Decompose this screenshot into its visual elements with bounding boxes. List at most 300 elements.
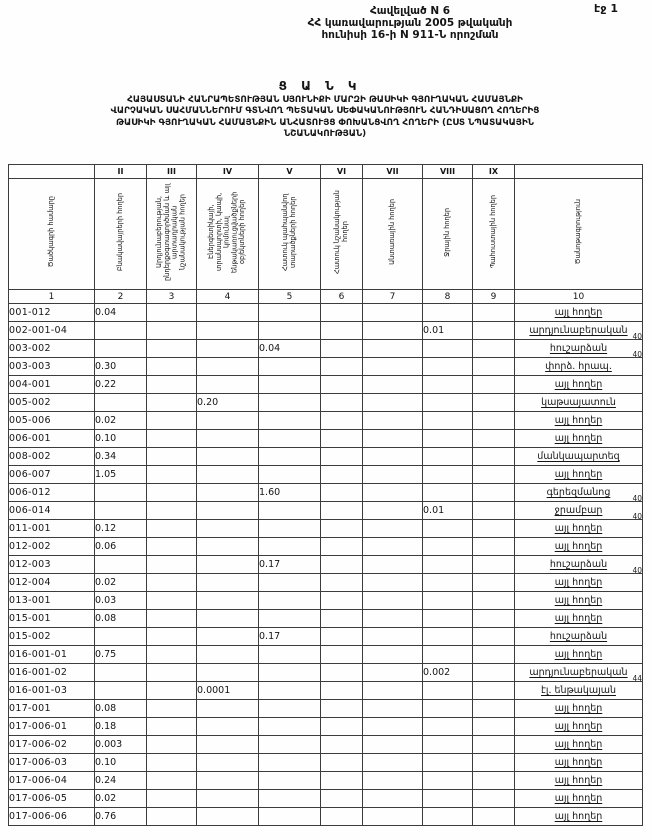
area-value-cell	[423, 358, 473, 376]
column-roman-numeral	[515, 165, 643, 179]
note-text: այլ հողեր	[554, 721, 603, 732]
area-value-cell	[423, 304, 473, 322]
area-value-cell: 0.01	[423, 322, 473, 340]
area-value-cell	[147, 304, 197, 322]
column-number: 4	[197, 290, 259, 304]
column-number: 10	[515, 290, 643, 304]
area-value-cell	[321, 628, 363, 646]
area-value-cell	[259, 718, 321, 736]
area-value-cell	[473, 790, 515, 808]
area-value-cell	[423, 790, 473, 808]
parcel-code-cell: 006-007	[9, 466, 95, 484]
column-roman-numeral: VIII	[423, 165, 473, 179]
note-text: այլ հողեր	[554, 577, 603, 588]
area-value-cell	[423, 484, 473, 502]
parcel-code-cell: 017-006-06	[9, 808, 95, 826]
area-value-cell	[147, 466, 197, 484]
note-cell	[515, 808, 643, 826]
area-value-cell	[423, 466, 473, 484]
appendix-line-3: հունիսի 16-ի N 911-Ն որոշման	[321, 28, 499, 41]
area-value-cell	[197, 718, 259, 736]
column-number: 6	[321, 290, 363, 304]
area-value-cell	[147, 394, 197, 412]
area-value-cell: 0.002	[423, 664, 473, 682]
subtitle-line-2: ՎԱՐՉԱԿԱՆ ՍԱՀՄԱՆՆԵՐՈՒՄ ԳՏՆՎՈՂ ՊԵՏԱԿԱՆ ՍԵՓԱԿԱՆՈՒԹՅՈՒՆ ՀԱՆԴԻՍԱՑՈՂ ՀՈՂԵՐԻՑ	[110, 106, 540, 117]
area-value-cell: 0.0001	[197, 682, 259, 700]
table-row	[9, 448, 643, 466]
area-value-cell	[197, 466, 259, 484]
area-value-cell	[423, 520, 473, 538]
area-value-cell	[197, 700, 259, 718]
area-value-cell	[197, 790, 259, 808]
table-row	[9, 574, 643, 592]
note-cell	[515, 628, 643, 646]
note-cell	[515, 358, 643, 376]
note-text: փորձ. հրապ.	[545, 361, 612, 372]
note-text: այլ հողեր	[554, 379, 603, 390]
column-number: 1	[9, 290, 95, 304]
area-value-cell: 1.05	[95, 466, 147, 484]
area-value-cell	[473, 430, 515, 448]
table-row	[9, 736, 643, 754]
area-value-cell	[197, 646, 259, 664]
area-value-cell	[321, 412, 363, 430]
area-value-cell	[197, 376, 259, 394]
area-value-cell: 0.18	[95, 718, 147, 736]
note-cell	[515, 322, 643, 340]
column-roman-numeral: IX	[473, 165, 515, 179]
area-value-cell	[197, 592, 259, 610]
area-value-cell	[259, 412, 321, 430]
area-value-cell	[423, 628, 473, 646]
area-value-cell	[147, 790, 197, 808]
column-header-vertical-text: Ծածկագրի համարը	[46, 196, 55, 268]
area-value-cell	[321, 538, 363, 556]
column-header-vertical-text: Բնակավայրերի հողեր	[115, 192, 124, 272]
area-value-cell	[363, 682, 423, 700]
area-value-cell	[259, 736, 321, 754]
area-value-cell	[259, 394, 321, 412]
column-header-cell	[423, 179, 473, 290]
area-value-cell	[197, 808, 259, 826]
note-text: կաթսայատուն	[541, 397, 616, 408]
area-value-cell: 0.08	[95, 700, 147, 718]
area-value-cell	[473, 628, 515, 646]
table-row	[9, 664, 643, 682]
parcel-code-cell: 006-001	[9, 430, 95, 448]
area-value-cell	[423, 646, 473, 664]
area-value-cell	[259, 808, 321, 826]
area-value-cell: 0.24	[95, 772, 147, 790]
area-value-cell	[363, 520, 423, 538]
table-row	[9, 754, 643, 772]
area-value-cell	[363, 592, 423, 610]
area-value-cell	[473, 700, 515, 718]
column-header-cell	[363, 179, 423, 290]
area-value-cell: 0.06	[95, 538, 147, 556]
area-value-cell: 0.04	[95, 304, 147, 322]
area-value-cell: 0.17	[259, 628, 321, 646]
area-value-cell	[147, 574, 197, 592]
parcel-code-cell: 017-001	[9, 700, 95, 718]
area-value-cell	[321, 682, 363, 700]
area-value-cell	[363, 448, 423, 466]
area-value-cell	[147, 556, 197, 574]
column-header-cell	[473, 179, 515, 290]
column-header-cell	[9, 179, 95, 290]
area-value-cell: 0.02	[95, 790, 147, 808]
parcel-code-cell: 001-012	[9, 304, 95, 322]
area-value-cell	[147, 628, 197, 646]
area-value-cell	[197, 736, 259, 754]
area-value-cell	[147, 664, 197, 682]
area-value-cell	[259, 430, 321, 448]
area-value-cell	[95, 502, 147, 520]
note-text: այլ հողեր	[554, 649, 603, 660]
area-value-cell	[259, 304, 321, 322]
area-value-cell	[95, 628, 147, 646]
area-value-cell	[473, 682, 515, 700]
area-value-cell	[147, 682, 197, 700]
note-text: ջրամբար	[554, 505, 603, 516]
area-value-cell	[473, 448, 515, 466]
area-value-cell: 0.22	[95, 376, 147, 394]
note-text: այլ հողեր	[554, 811, 603, 822]
note-cell	[515, 448, 643, 466]
note-text: այլ հողեր	[554, 595, 603, 606]
area-value-cell	[147, 358, 197, 376]
area-value-cell	[363, 340, 423, 358]
margin-annotation: 40	[632, 512, 642, 521]
area-value-cell	[473, 538, 515, 556]
area-value-cell	[423, 610, 473, 628]
area-value-cell	[473, 556, 515, 574]
column-header-cell	[197, 179, 259, 290]
area-value-cell	[321, 700, 363, 718]
note-cell	[515, 610, 643, 628]
area-value-cell	[259, 646, 321, 664]
note-text: այլ հողեր	[554, 541, 603, 552]
area-value-cell	[259, 520, 321, 538]
area-value-cell	[147, 808, 197, 826]
area-value-cell	[363, 502, 423, 520]
parcel-code-cell: 006-012	[9, 484, 95, 502]
area-value-cell	[259, 700, 321, 718]
area-value-cell	[423, 682, 473, 700]
area-value-cell	[147, 502, 197, 520]
area-value-cell	[321, 466, 363, 484]
table-row	[9, 610, 643, 628]
note-text: այլ հողեր	[554, 523, 603, 534]
area-value-cell	[423, 340, 473, 358]
area-value-cell	[321, 304, 363, 322]
table-row	[9, 790, 643, 808]
note-cell	[515, 682, 643, 700]
parcel-code-cell: 015-001	[9, 610, 95, 628]
area-value-cell	[321, 718, 363, 736]
area-value-cell	[363, 394, 423, 412]
table-row	[9, 592, 643, 610]
area-value-cell	[321, 556, 363, 574]
parcel-code-cell: 005-006	[9, 412, 95, 430]
note-text: հուշարձան	[549, 631, 608, 642]
column-number: 8	[423, 290, 473, 304]
area-value-cell	[473, 484, 515, 502]
table-row	[9, 466, 643, 484]
table-row	[9, 682, 643, 700]
table-row	[9, 628, 643, 646]
column-number: 3	[147, 290, 197, 304]
document-subtitle	[6, 95, 644, 141]
table-row	[9, 304, 643, 322]
area-value-cell	[95, 484, 147, 502]
table-row	[9, 502, 643, 520]
subtitle-line-3: ԹԱՍԻԿԻ ԳՅՈՒՂԱԿԱՆ ՀԱՄԱՅՆՔԻՆ ԱՆՀԱՏՈՒՅՑ ՓՈԽԱՆՑՎՈՂ ՀՈՂԵՐԻ (ԸՍՏ ՆՊԱՏԱԿԱՅԻՆ	[116, 117, 534, 128]
table-row	[9, 340, 643, 358]
area-value-cell	[321, 664, 363, 682]
area-value-cell	[95, 322, 147, 340]
area-value-cell	[423, 772, 473, 790]
area-value-cell: 0.75	[95, 646, 147, 664]
area-value-cell: 0.03	[95, 592, 147, 610]
area-value-cell	[363, 322, 423, 340]
area-value-cell	[473, 610, 515, 628]
column-roman-numeral: III	[147, 165, 197, 179]
column-header-vertical-text: Արդյունաբերության, ընդերքօգտագործման և այլ արտադրական նշանակության հողեր	[154, 183, 187, 281]
parcel-code-cell: 016-001-03	[9, 682, 95, 700]
table-row	[9, 484, 643, 502]
table-row	[9, 772, 643, 790]
column-roman-numeral	[9, 165, 95, 179]
column-header-cell	[321, 179, 363, 290]
area-value-cell	[259, 790, 321, 808]
area-value-cell	[321, 592, 363, 610]
note-cell	[515, 718, 643, 736]
area-value-cell	[363, 646, 423, 664]
column-header-vertical-text: Էներգետիկայի, տրանսպորտի, կապի, կոմունալ ենթակառուցվածքների օբյեկտների հողեր	[207, 191, 247, 273]
area-value-cell	[197, 322, 259, 340]
note-cell	[515, 772, 643, 790]
area-value-cell	[95, 340, 147, 358]
area-value-cell	[321, 340, 363, 358]
area-value-cell	[147, 340, 197, 358]
area-value-cell	[197, 340, 259, 358]
area-value-cell	[423, 700, 473, 718]
area-value-cell	[423, 592, 473, 610]
area-value-cell	[95, 682, 147, 700]
area-value-cell	[363, 358, 423, 376]
area-value-cell	[423, 718, 473, 736]
area-value-cell	[197, 358, 259, 376]
area-value-cell	[363, 574, 423, 592]
table-row	[9, 808, 643, 826]
note-cell	[515, 754, 643, 772]
note-cell	[515, 538, 643, 556]
parcel-code-cell: 017-006-04	[9, 772, 95, 790]
appendix-block	[218, 6, 602, 41]
table-row	[9, 430, 643, 448]
area-value-cell	[95, 556, 147, 574]
area-value-cell	[423, 412, 473, 430]
column-roman-numeral: VI	[321, 165, 363, 179]
parcel-code-cell: 012-004	[9, 574, 95, 592]
area-value-cell	[363, 466, 423, 484]
note-cell	[515, 646, 643, 664]
note-text: այլ հողեր	[554, 757, 603, 768]
parcel-code-cell: 004-001	[9, 376, 95, 394]
column-number: 2	[95, 290, 147, 304]
area-value-cell	[473, 304, 515, 322]
area-value-cell	[321, 358, 363, 376]
area-value-cell	[363, 610, 423, 628]
area-value-cell	[197, 412, 259, 430]
area-value-cell	[473, 646, 515, 664]
note-text: այլ հողեր	[554, 415, 603, 426]
parcel-code-cell: 016-001-01	[9, 646, 95, 664]
area-value-cell	[259, 358, 321, 376]
area-value-cell	[147, 412, 197, 430]
area-value-cell	[363, 736, 423, 754]
area-value-cell	[363, 772, 423, 790]
area-value-cell	[197, 574, 259, 592]
margin-annotation: 40	[632, 566, 642, 575]
area-value-cell	[473, 322, 515, 340]
note-cell	[515, 430, 643, 448]
area-value-cell	[473, 394, 515, 412]
note-cell	[515, 340, 643, 358]
column-number: 5	[259, 290, 321, 304]
area-value-cell	[423, 430, 473, 448]
area-value-cell	[321, 322, 363, 340]
area-value-cell: 0.34	[95, 448, 147, 466]
parcel-code-cell: 006-014	[9, 502, 95, 520]
area-value-cell: 0.10	[95, 430, 147, 448]
column-header-cell	[515, 179, 643, 290]
area-value-cell	[473, 358, 515, 376]
subtitle-line-1: ՀԱՅԱՍՏԱՆԻ ՀԱՆՐԱՊԵՏՈՒԹՅԱՆ ՍՅՈՒՆԻՔԻ ՄԱՐԶԻ ԹԱՍԻԿԻ ԳՅՈՒՂԱԿԱՆ ՀԱՄԱՅՆՔԻ	[127, 95, 523, 105]
land-table	[8, 164, 643, 826]
area-value-cell	[321, 448, 363, 466]
area-value-cell	[423, 754, 473, 772]
column-number: 7	[363, 290, 423, 304]
note-text: այլ հողեր	[554, 793, 603, 804]
area-value-cell	[197, 502, 259, 520]
table-row	[9, 700, 643, 718]
note-text: այլ հողեր	[554, 307, 603, 318]
area-value-cell	[363, 700, 423, 718]
area-value-cell	[321, 502, 363, 520]
column-header-cell	[95, 179, 147, 290]
area-value-cell	[197, 484, 259, 502]
note-text: մանկապարտեզ	[537, 451, 620, 462]
area-value-cell	[147, 520, 197, 538]
area-value-cell	[363, 754, 423, 772]
margin-annotation: 40	[632, 350, 642, 359]
area-value-cell: 0.04	[259, 340, 321, 358]
area-value-cell	[363, 376, 423, 394]
area-value-cell	[321, 610, 363, 628]
area-value-cell	[147, 718, 197, 736]
area-value-cell	[259, 322, 321, 340]
parcel-code-cell: 003-003	[9, 358, 95, 376]
area-value-cell	[321, 574, 363, 592]
area-value-cell	[423, 448, 473, 466]
column-header-vertical-text: Ծանոթագրություն	[573, 199, 582, 265]
area-value-cell	[363, 304, 423, 322]
note-cell	[515, 304, 643, 322]
area-value-cell	[363, 718, 423, 736]
margin-annotation: 40	[632, 494, 642, 503]
note-text: այլ հողեր	[554, 613, 603, 624]
area-value-cell	[423, 376, 473, 394]
note-cell	[515, 412, 643, 430]
area-value-cell	[321, 484, 363, 502]
note-text: էլ. ենթակայան	[541, 685, 616, 696]
note-cell	[515, 520, 643, 538]
table-row	[9, 376, 643, 394]
note-cell	[515, 700, 643, 718]
margin-annotation: 40	[632, 332, 642, 341]
area-value-cell	[321, 394, 363, 412]
area-value-cell	[363, 430, 423, 448]
area-value-cell	[259, 448, 321, 466]
parcel-code-cell: 015-002	[9, 628, 95, 646]
area-value-cell	[473, 664, 515, 682]
column-header-vertical-text: Ջրային հողեր	[442, 207, 451, 257]
parcel-code-cell: 005-002	[9, 394, 95, 412]
area-value-cell	[197, 772, 259, 790]
table-head	[9, 165, 643, 304]
parcel-code-cell: 016-001-02	[9, 664, 95, 682]
area-value-cell	[363, 538, 423, 556]
area-value-cell	[321, 808, 363, 826]
area-value-cell	[473, 502, 515, 520]
area-value-cell: 0.01	[423, 502, 473, 520]
area-value-cell	[197, 430, 259, 448]
area-value-cell	[147, 448, 197, 466]
table-row	[9, 358, 643, 376]
area-value-cell	[147, 376, 197, 394]
table-row	[9, 556, 643, 574]
column-roman-numeral: V	[259, 165, 321, 179]
parcel-code-cell: 002-001-04	[9, 322, 95, 340]
note-cell	[515, 736, 643, 754]
area-value-cell	[321, 376, 363, 394]
note-cell	[515, 502, 643, 520]
area-value-cell: 0.30	[95, 358, 147, 376]
column-header-cell	[259, 179, 321, 290]
area-value-cell	[363, 556, 423, 574]
table-row	[9, 646, 643, 664]
area-value-cell	[473, 772, 515, 790]
area-value-cell: 0.02	[95, 412, 147, 430]
area-value-cell	[197, 304, 259, 322]
note-text: այլ հողեր	[554, 433, 603, 444]
area-value-cell: 0.17	[259, 556, 321, 574]
note-text: հուշարձան	[549, 343, 608, 354]
area-value-cell	[473, 808, 515, 826]
parcel-code-cell: 008-002	[9, 448, 95, 466]
area-value-cell	[473, 412, 515, 430]
parcel-code-cell: 012-002	[9, 538, 95, 556]
parcel-code-cell: 013-001	[9, 592, 95, 610]
area-value-cell	[259, 466, 321, 484]
area-value-cell: 0.76	[95, 808, 147, 826]
area-value-cell	[321, 772, 363, 790]
area-value-cell	[147, 430, 197, 448]
area-value-cell	[95, 394, 147, 412]
area-value-cell	[197, 448, 259, 466]
